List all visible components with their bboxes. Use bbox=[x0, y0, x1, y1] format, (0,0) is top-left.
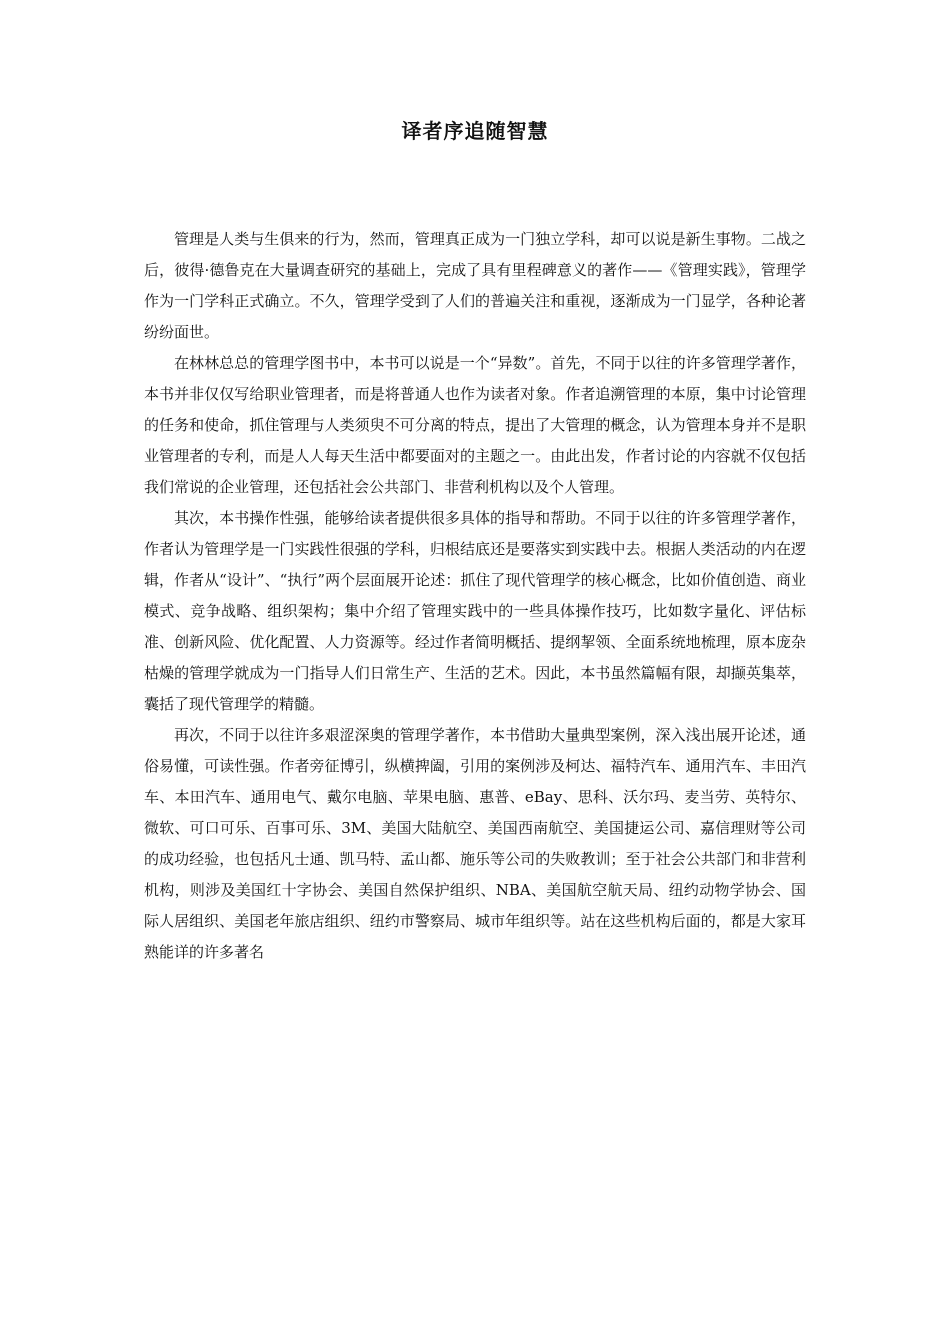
paragraph-3: 其次，本书操作性强，能够给读者提供很多具体的指导和帮助。不同于以往的许多管理学著作，作者认为管理学是一门实践性很强的学科，归根结底还是要落实到实践中去。根据人类活动的内在逻辑，作者从“设计”、“执行”两个层面展开论述：抓住了现代管理学的核心概念，比如价值创造、商业模式、竞争战略、组织架构；集中介绍了管理实践中的一些具体操作技巧，比如数字量化、评估标准、创新风险、优化配置、人力资源等。经过作者简明概括、提纲挈领、全面系统地梳理，原本庞杂枯燥的管理学就成为一门指导人们日常生产、生活的艺术。因此，本书虽然篇幅有限，却撷英集萃，囊括了现代管理学的精髓。 bbox=[144, 509, 806, 713]
paragraph-4: 再次，不同于以往许多艰涩深奥的管理学著作，本书借助大量典型案例，深入浅出展开论述，通俗易懂，可读性强。作者旁征博引，纵横捭阖，引用的案例涉及柯达、福特汽车、通用汽车、丰田汽车、本田汽车、通用电气、戴尔电脑、苹果电脑、惠普、eBay、思科、沃尔玛、麦当劳、英特尔、微软、可口可乐、百事可乐、3M、美国大陆航空、美国西南航空、美国捷运公司、嘉信理财等公司的成功经验，也包括凡士通、凯马特、孟山都、施乐等公司的失败教训；至于社会公共部门和非营利机构，则涉及美国红十字协会、美国自然保护组织、NBA、美国航空航天局、纽约动物学协会、国际人居组织、美国老年旅店组织、纽约市警察局、城市年组织等。站在这些机构后面的，都是大家耳熟能详的许多著名 bbox=[144, 726, 806, 961]
paragraph-2: 在林林总总的管理学图书中，本书可以说是一个“异数”。首先，不同于以往的许多管理学著作，本书并非仅仅写给职业管理者，而是将普通人也作为读者对象。作者追溯管理的本原，集中讨论管理的任务和使命，抓住管理与人类须臾不可分离的特点，提出了大管理的概念，认为管理本身并不是职业管理者的专利，而是人人每天生活中都要面对的主题之一。由此出发，作者讨论的内容就不仅包括我们常说的企业管理，还包括社会公共部门、非营利机构以及个人管理。 bbox=[144, 354, 806, 496]
body-text bbox=[144, 224, 806, 968]
paragraph-1: 管理是人类与生俱来的行为，然而，管理真正成为一门独立学科，却可以说是新生事物。二战之后，彼得·德鲁克在大量调查研究的基础上，完成了具有里程碑意义的著作——《管理实践》，管理学作为一门学科正式确立。不久，管理学受到了人们的普遍关注和重视，逐渐成为一门显学，各种论著纷纷面世。 bbox=[144, 230, 806, 341]
page-title: 译者序追随智慧 bbox=[401, 119, 549, 143]
